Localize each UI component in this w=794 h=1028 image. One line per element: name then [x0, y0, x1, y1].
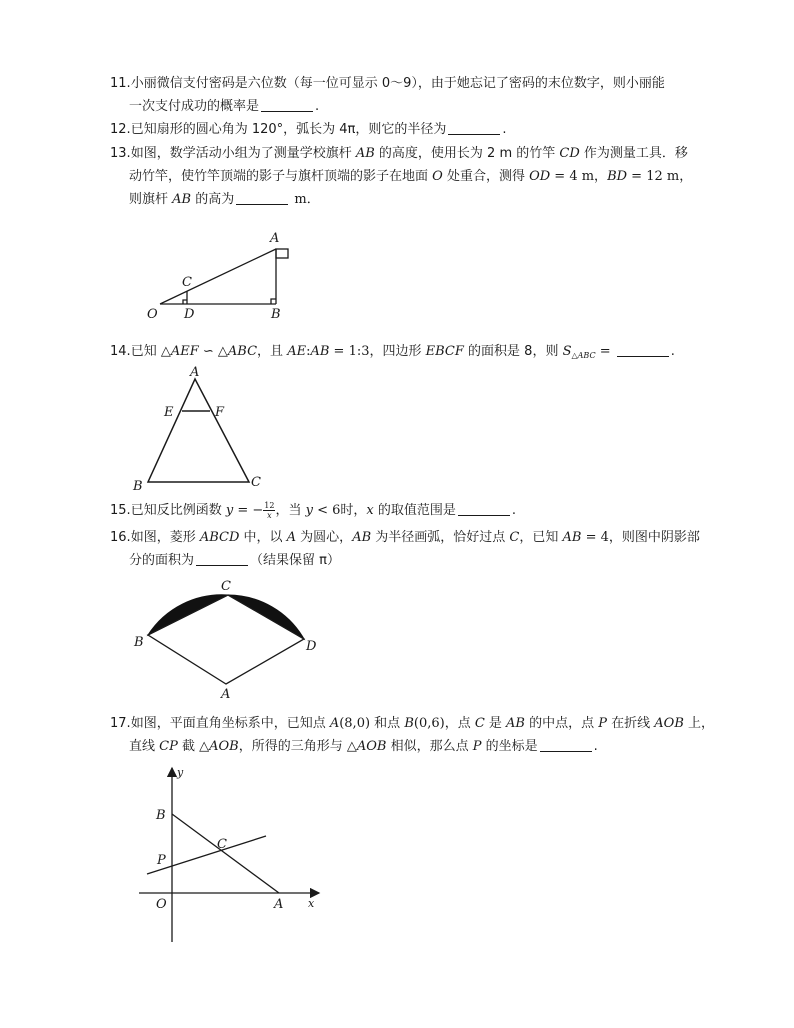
- question-text: 在折线: [607, 716, 655, 731]
- question-text: 上，: [683, 716, 715, 731]
- math-var: EBCF: [425, 344, 464, 359]
- question-number: 17.: [110, 716, 131, 731]
- question-text: 为圆心，: [296, 530, 353, 545]
- right-angle-mark-b: [271, 299, 276, 304]
- label-c: C: [182, 275, 192, 290]
- math-var: x: [366, 503, 374, 518]
- label-o: O: [147, 307, 158, 322]
- question-11-line-1: [110, 72, 710, 95]
- answer-blank[interactable]: [448, 120, 500, 135]
- question-text: 的高为: [191, 192, 235, 207]
- label-d: D: [306, 639, 317, 654]
- math-subscript: △ABC: [571, 351, 596, 360]
- label-p: P: [157, 853, 166, 868]
- fraction: [263, 501, 275, 520]
- punctuation: .: [511, 503, 516, 518]
- math-var: △AOB: [199, 739, 239, 754]
- math-var: A: [286, 530, 297, 545]
- figure-17-coordinate-diagram: [135, 764, 335, 949]
- math-var: y: [305, 503, 313, 518]
- answer-blank[interactable]: [617, 342, 669, 357]
- label-y: y: [177, 766, 184, 779]
- question-number: 16.: [110, 530, 131, 545]
- label-o: O: [156, 897, 167, 912]
- question-11: [110, 72, 710, 118]
- question-13-line-3: [110, 188, 710, 211]
- question-text: 已知: [130, 344, 161, 359]
- question-16: [110, 526, 710, 572]
- label-e: E: [164, 405, 174, 420]
- question-text: = 4，则图中阴影部: [581, 530, 700, 545]
- question-number: 12.: [110, 122, 131, 137]
- math-var: △ABC: [217, 344, 258, 359]
- math-var: ABCD: [199, 530, 240, 545]
- label-a: A: [190, 365, 200, 380]
- question-13: [110, 142, 710, 211]
- math-value: :: [306, 344, 311, 359]
- punctuation: .: [315, 99, 320, 114]
- question-text: （结果保留 π）: [250, 553, 340, 568]
- math-value: m．: [290, 192, 320, 207]
- question-text: 如图，数学活动小组为了测量学校旗杆: [130, 146, 356, 161]
- math-var: AE: [287, 344, 307, 359]
- label-a: A: [274, 897, 284, 912]
- question-text: 一次支付成功的概率是: [129, 99, 260, 114]
- question-text: ，当: [275, 503, 306, 518]
- math-var: AB: [172, 192, 192, 207]
- label-d: D: [184, 307, 195, 322]
- question-text: 小丽微信支付密码是六位数（每一位可显示 0～9），由于她忘记了密码的末位数字，则小丽能: [130, 76, 665, 91]
- question-number: 11.: [110, 76, 131, 91]
- question-17: [110, 712, 715, 758]
- label-b: B: [134, 635, 144, 650]
- answer-blank[interactable]: [540, 737, 592, 752]
- math-var: C: [474, 716, 485, 731]
- figure-13-flagpole-diagram: [140, 226, 300, 326]
- math-value: = 12 m，: [627, 169, 693, 184]
- math-var: AB: [355, 146, 375, 161]
- math-var: △AEF: [160, 344, 199, 359]
- segment-ab: [172, 814, 279, 893]
- label-b: B: [156, 808, 166, 823]
- math-var: AB: [352, 530, 372, 545]
- math-value: (8,0) 和点: [339, 716, 405, 731]
- label-a: A: [270, 231, 280, 246]
- question-16-line-2: [110, 549, 710, 572]
- question-text: ，且: [257, 344, 288, 359]
- sun-ray-oa: [160, 249, 276, 304]
- figure-14-triangle-diagram: [128, 364, 278, 494]
- answer-blank[interactable]: [261, 97, 313, 112]
- fraction-numerator: 12: [264, 501, 275, 510]
- question-12: [110, 118, 710, 141]
- label-c: C: [251, 475, 261, 490]
- top-square-marker: [276, 249, 288, 258]
- question-text: 为半径画弧，恰好过点: [371, 530, 510, 545]
- question-text: 如图，平面直角坐标系中，已知点: [130, 716, 330, 731]
- math-value: (0,6)，点: [413, 716, 475, 731]
- question-text: 的中点，点: [525, 716, 599, 731]
- math-var: P: [598, 716, 608, 731]
- question-text: 的取值范围是: [373, 503, 456, 518]
- question-text: 直线: [129, 739, 160, 754]
- rhombus-abcd: [148, 595, 304, 684]
- question-17-line-2: [110, 735, 710, 758]
- question-text: 已知扇形的圆心角为 120°，弧长为 4π，则它的半径为: [130, 122, 447, 137]
- math-var: P: [472, 739, 482, 754]
- question-text: ∽: [198, 344, 218, 359]
- question-number: 14.: [110, 344, 131, 359]
- math-value: = −: [233, 503, 264, 518]
- math-var: CD: [559, 146, 580, 161]
- math-var: C: [509, 530, 520, 545]
- question-text: 则旗杆: [129, 192, 173, 207]
- math-value: = 1:3，四边形: [329, 344, 426, 359]
- math-value: = 4 m，: [550, 169, 608, 184]
- label-x: x: [308, 897, 315, 910]
- question-text: ，所得的三角形与: [238, 739, 347, 754]
- question-16-line-1: [110, 526, 710, 549]
- question-15: [110, 499, 710, 522]
- question-11-line-2: [110, 95, 710, 118]
- math-var: △AOB: [346, 739, 387, 754]
- math-var: AB: [562, 530, 582, 545]
- math-var: A: [329, 716, 340, 731]
- answer-blank[interactable]: [236, 190, 288, 205]
- question-number: 15.: [110, 503, 131, 518]
- math-var: AB: [310, 344, 330, 359]
- question-text: 的坐标是: [481, 739, 538, 754]
- question-text: 动竹竿，使竹竿顶端的影子与旗杆顶端的影子在地面: [129, 169, 433, 184]
- math-var: y: [225, 503, 234, 518]
- question-text: 的面积是 8，则: [463, 344, 563, 359]
- math-var: O: [432, 169, 443, 184]
- question-17-line-1: [110, 712, 715, 735]
- fraction-denominator: x: [267, 511, 272, 520]
- math-var: CP: [159, 739, 178, 754]
- math-var: AB: [506, 716, 525, 731]
- math-var: AOB: [654, 716, 684, 731]
- label-c: C: [221, 579, 231, 594]
- label-a: A: [221, 687, 231, 702]
- question-text: 截: [177, 739, 200, 754]
- question-text: 的高度，使用长为 2 m 的竹竿: [374, 146, 560, 161]
- math-value: =: [595, 344, 615, 359]
- question-text: 已知反比例函数: [130, 503, 226, 518]
- question-13-line-1: [110, 142, 710, 165]
- math-var: OD: [529, 169, 551, 184]
- answer-blank[interactable]: [196, 551, 248, 566]
- question-text: 是: [484, 716, 507, 731]
- question-14: [110, 340, 710, 367]
- punctuation: .: [593, 739, 598, 754]
- question-text: 相似，那么点: [386, 739, 473, 754]
- label-b: B: [133, 479, 143, 494]
- question-text: ，已知: [519, 530, 563, 545]
- math-var: B: [404, 716, 414, 731]
- question-text: 中，以: [239, 530, 287, 545]
- answer-blank[interactable]: [458, 501, 510, 516]
- math-var: S: [562, 344, 572, 359]
- question-text: 如图，菱形: [130, 530, 200, 545]
- label-c: C: [217, 837, 227, 852]
- question-number: 13.: [110, 146, 131, 161]
- label-b: B: [271, 307, 281, 322]
- math-var: BD: [607, 169, 628, 184]
- label-f: F: [215, 405, 225, 420]
- question-text: 分的面积为: [129, 553, 195, 568]
- math-value: < 6时，: [312, 503, 367, 518]
- question-text: 处重合，测得: [442, 169, 530, 184]
- punctuation: .: [502, 122, 507, 137]
- question-13-line-2: [110, 165, 710, 188]
- punctuation: .: [670, 344, 675, 359]
- triangle-abc: [148, 379, 249, 482]
- question-text: 作为测量工具．移: [579, 146, 688, 161]
- figure-16-rhombus-diagram: [130, 574, 330, 704]
